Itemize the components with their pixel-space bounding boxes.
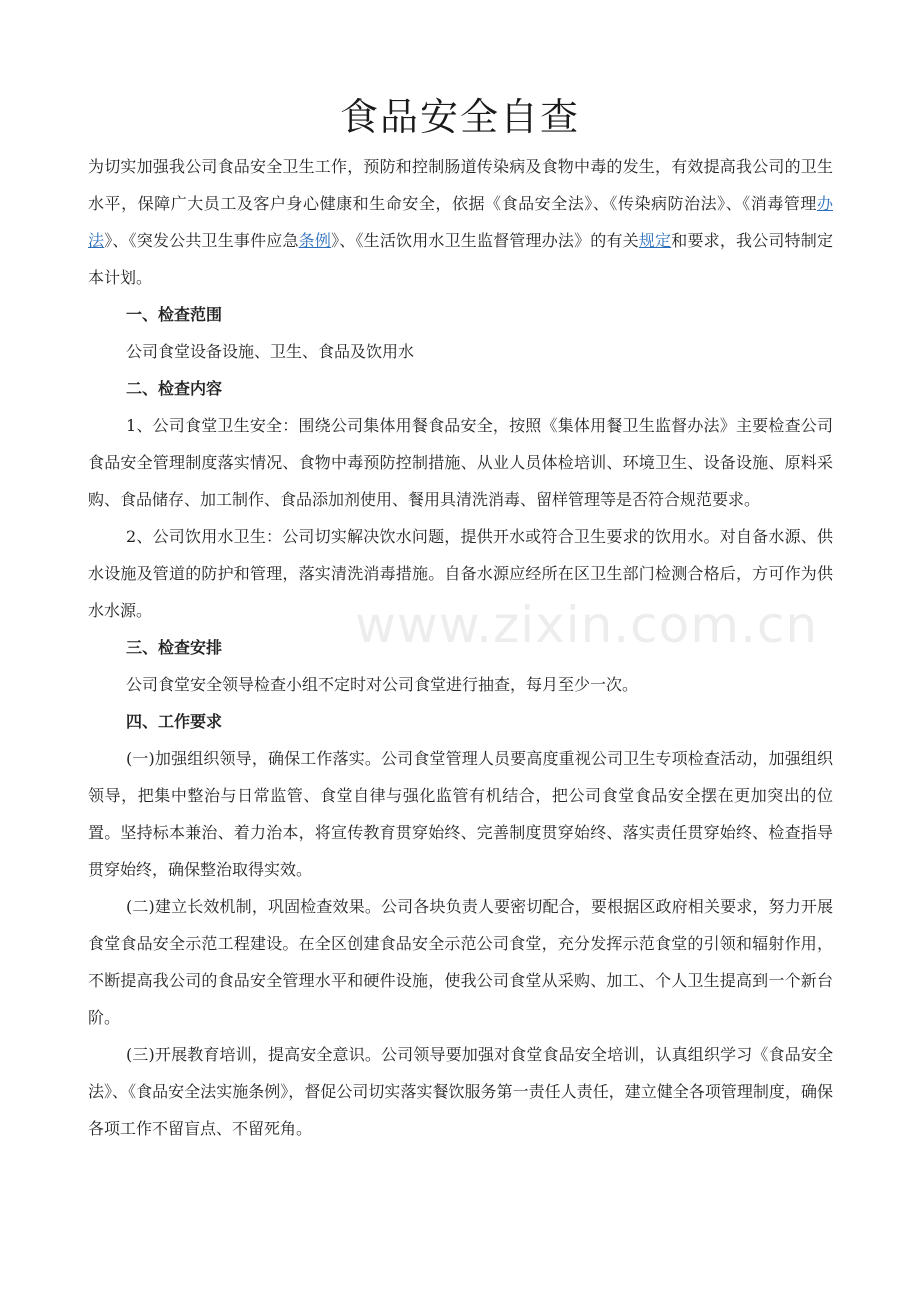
section-text-scope: 公司食堂设备设施、卫生、食品及饮用水 (126, 342, 415, 361)
intro-text-2: 》、《突发公共卫生事件应急 (104, 231, 299, 250)
link-banfa[interactable]: 办法 (88, 194, 833, 250)
link-tiaoli[interactable]: 条例 (298, 231, 332, 250)
document-body (88, 148, 833, 1147)
content-item-water: 2、公司饮用水卫生：公司切实解决饮水问题，提供开水或符合卫生要求的饮用水。对自备水源、供水设施及管道的防护和管理，落实清洗消毒措施。自备水源应经所在区卫生部门检测合格后，方可作为供水水源。 (88, 527, 833, 620)
section-heading-schedule: 三、检查安排 (126, 638, 223, 657)
content-item-canteen: 1、公司食堂卫生安全：围绕公司集体用餐食品安全，按照《集体用餐卫生监督办法》主要检查公司食品安全管理制度落实情况、食物中毒预防控制措施、从业人员体检培训、环境卫生、设备设施、原料采购、食品储存、加工制作、食品添加剂使用、餐用具清洗消毒、留样管理等是否符合规范要求。 (88, 416, 833, 509)
section-heading-requirements: 四、工作要求 (126, 712, 223, 731)
section-text-schedule: 公司食堂安全领导检查小组不定时对公司食堂进行抽查，每月至少一次。 (126, 675, 639, 694)
section-heading-scope: 一、检查范围 (126, 305, 223, 324)
intro-text-1: 为切实加强我公司食品安全卫生工作，预防和控制肠道传染病及食物中毒的发生，有效提高我公司的卫生水平，保障广大员工及客户身心健康和生命安全，依据《食品安全法》、《传染病防治法》、《消毒管理 (88, 157, 833, 213)
watermark: www.zixin.com.cn (355, 596, 819, 654)
document-title: 食品安全自查 (339, 95, 580, 139)
intro-paragraph (88, 148, 833, 296)
requirement-item-1: (一)加强组织领导，确保工作落实。公司食堂管理人员要高度重视公司卫生专项检查活动，加强组织领导，把集中整治与日常监管、食堂自律与强化监管有机结合，把公司食堂食品安全摆在更加突出的位置。坚持标本兼治、着力治本，将宣传教育贯穿始终、完善制度贯穿始终、落实责任贯穿始终、检查指导贯穿始终，确保整治取得实效。 (88, 749, 833, 879)
intro-text-4: 和要求，我公司特制定本计划。 (88, 231, 833, 287)
section-heading-content: 二、检查内容 (126, 379, 223, 398)
requirement-item-2: (二)建立长效机制，巩固检查效果。公司各块负责人要密切配合，要根据区政府相关要求，努力开展食堂食品安全示范工程建设。在全区创建食品安全示范公司食堂，充分发挥示范食堂的引领和辐射作用，不断提高我公司的食品安全管理水平和硬件设施，使我公司食堂从采购、加工、个人卫生提高到一个新台阶。 (88, 897, 833, 1027)
link-guiding[interactable]: 规定 (638, 231, 672, 250)
intro-text-3: 》、《生活饮用水卫生监督管理办法》的有关 (331, 231, 639, 250)
requirement-item-3: (三)开展教育培训，提高安全意识。公司领导要加强对食堂食品安全培训，认真组织学习《食品安全法》、《食品安全法实施条例》，督促公司切实落实餐饮服务第一责任人责任，建立健全各项管理制度，确保各项工作不留盲点、不留死角。 (88, 1045, 833, 1138)
